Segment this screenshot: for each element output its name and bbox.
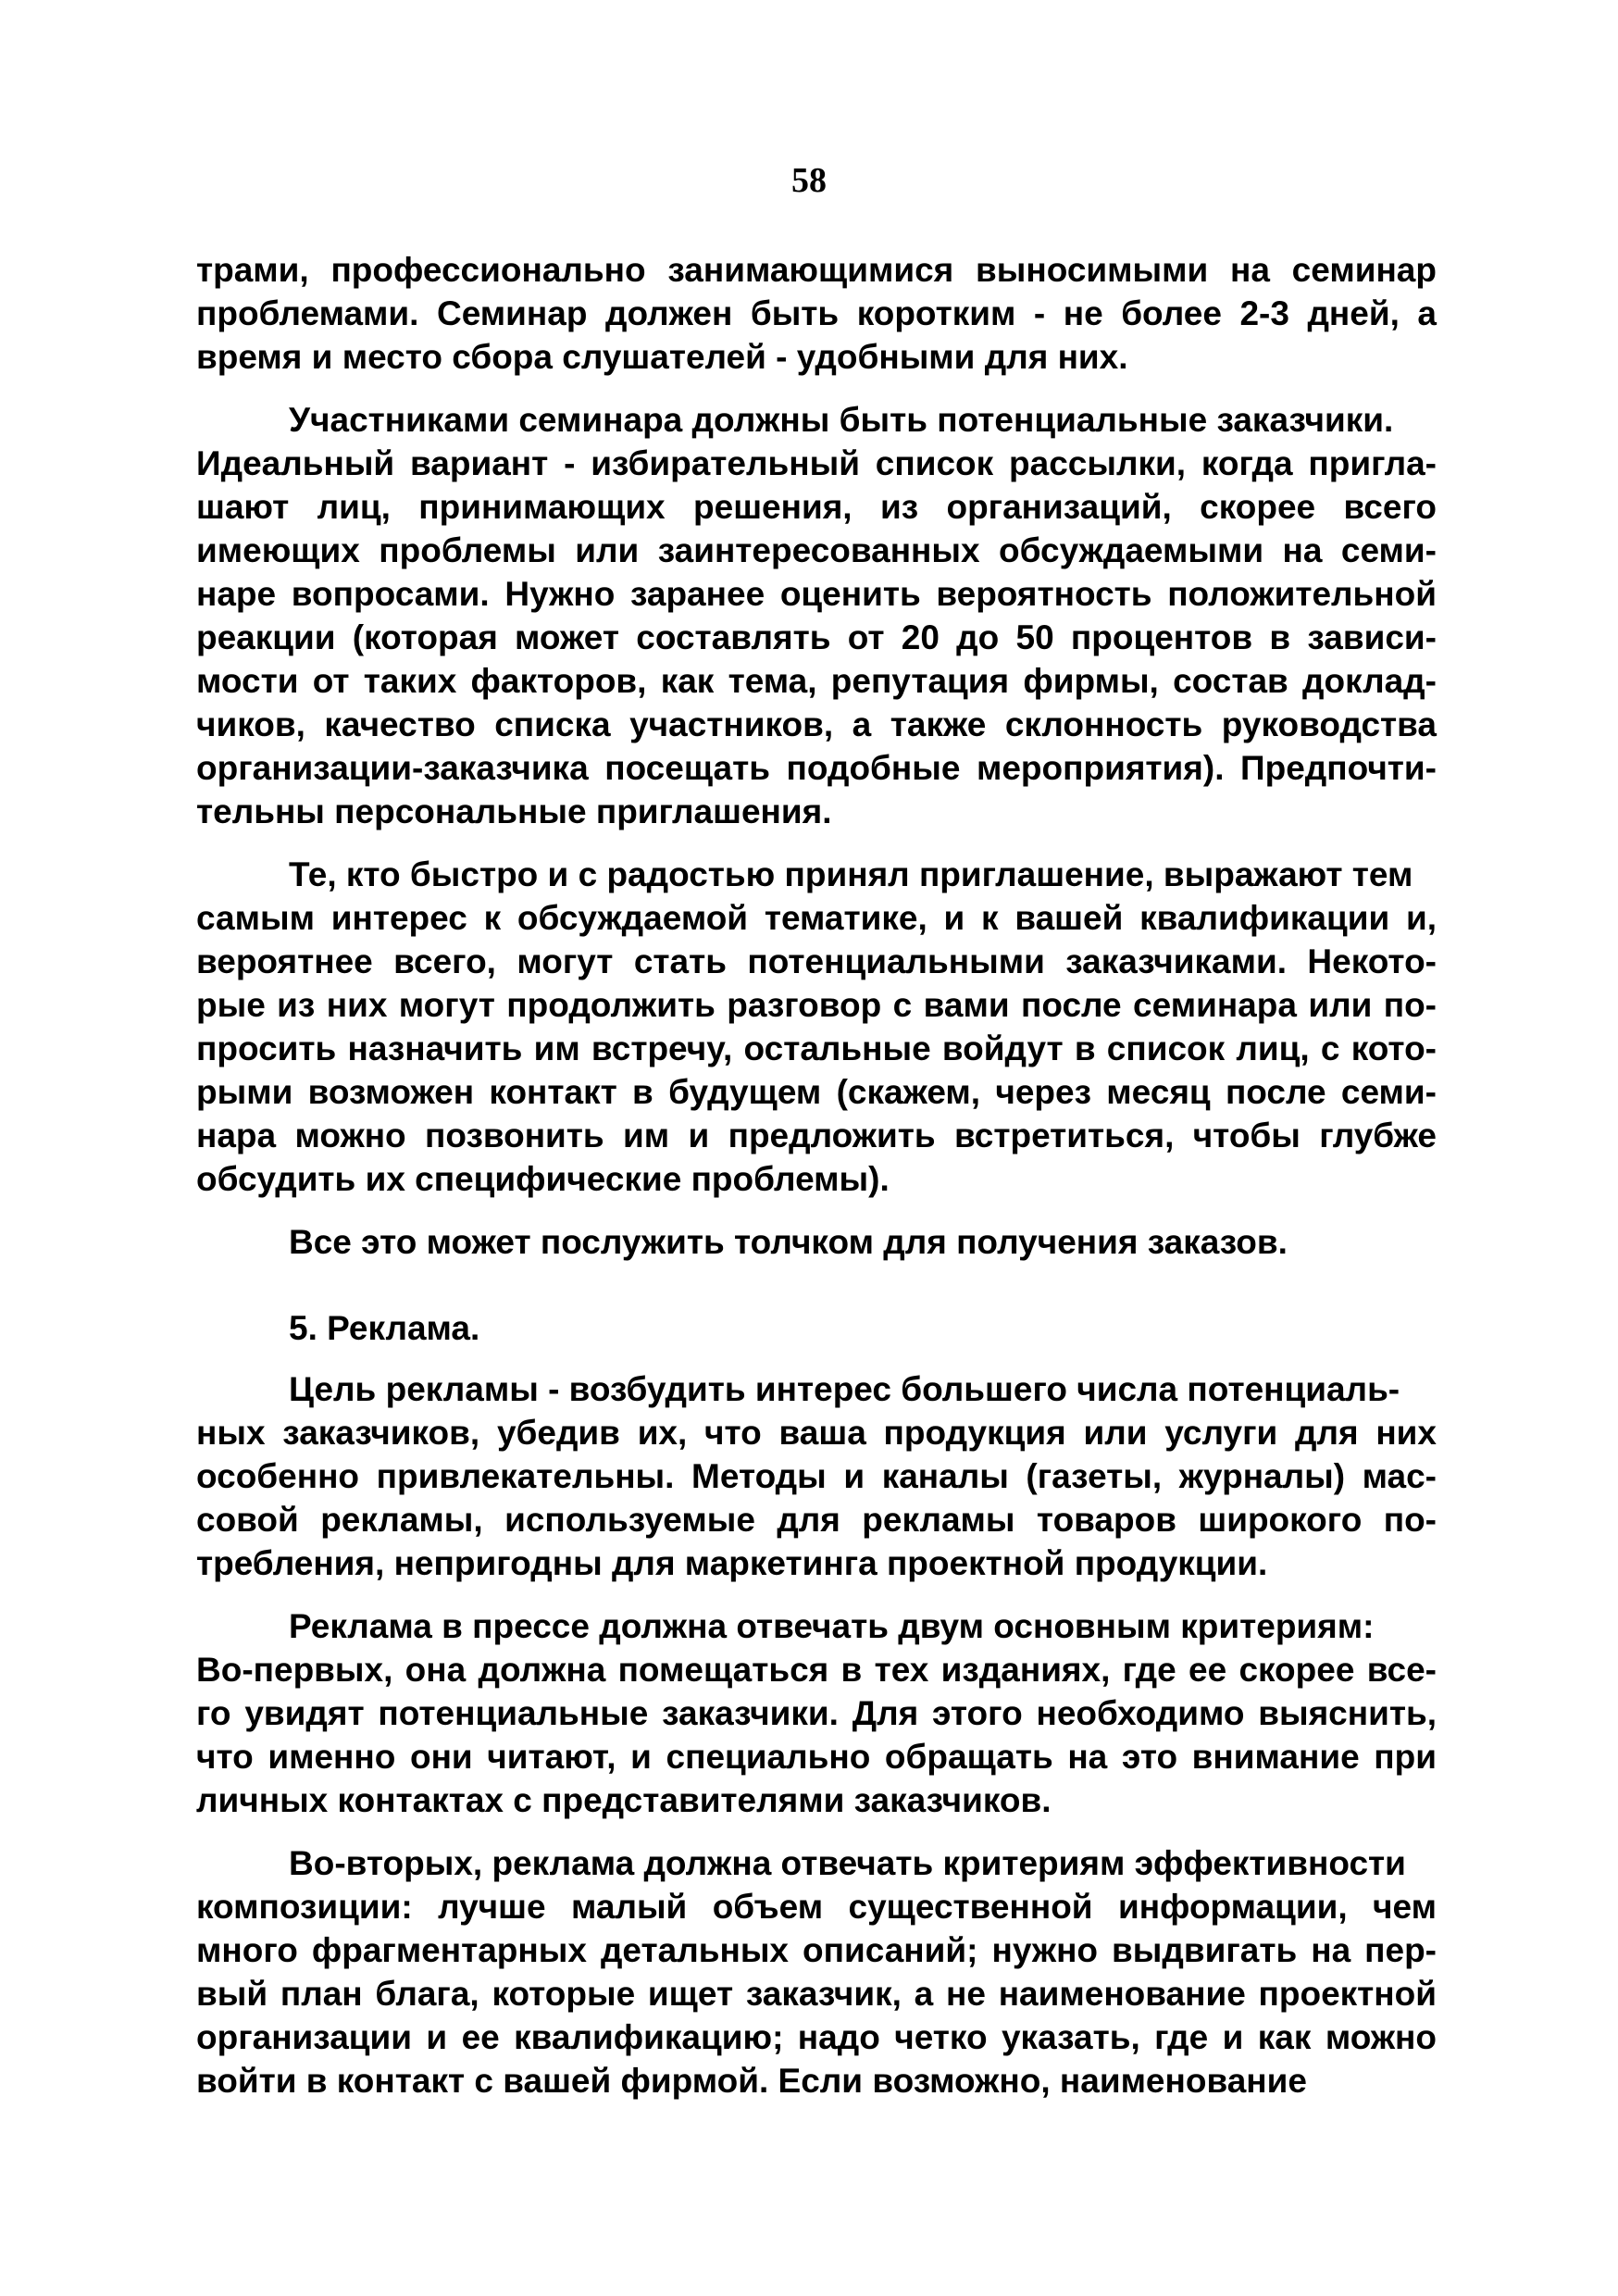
text-line: личных контактах с представителями заказчиков.	[196, 1781, 1052, 1819]
text-line: рые из них могут продолжить разговор с вами после семинара или по-	[196, 986, 1437, 1024]
text-line: организации-заказчика посещать подобные мероприятия). Предпочти-	[196, 749, 1437, 787]
text-line: много фрагментарных детальных описаний; нужно выдвигать на пер-	[196, 1931, 1437, 1969]
text-line: рыми возможен контакт в будущем (скажем, через месяц после семи-	[196, 1073, 1437, 1111]
text-line: проблемами. Семинар должен быть коротким - не более 2-3 дней, а	[196, 294, 1437, 332]
paragraph	[196, 398, 1437, 833]
text-line: чиков, качество списка участников, а также склонность руководства	[196, 705, 1437, 743]
text-line: обсудить их специфические проблемы).	[196, 1160, 890, 1198]
text-line: особенно привлекательны. Методы и каналы (газеты, журналы) мас-	[196, 1457, 1437, 1495]
text-line: Все это может послужить толчком для получения заказов.	[289, 1223, 1288, 1261]
paragraph	[196, 1220, 1437, 1264]
text-line: наре вопросами. Нужно заранее оценить вероятность положительной	[196, 575, 1437, 613]
section-heading: 5. Реклама.	[289, 1309, 480, 1347]
text-line: войти в контакт с вашей фирмой. Если возможно, наименование	[196, 2062, 1307, 2100]
text-line: организации и ее квалификацию; надо четко указать, где и как можно	[196, 2018, 1437, 2056]
text-line: вероятнее всего, могут стать потенциальными заказчиками. Некото-	[196, 942, 1437, 980]
text-line: Цель рекламы - возбудить интерес большего числа потенциаль-	[289, 1370, 1400, 1408]
text-line: Во-первых, она должна помещаться в тех изданиях, где ее скорее все-	[196, 1651, 1437, 1689]
text-line: мости от таких факторов, как тема, репутация фирмы, состав доклад-	[196, 662, 1437, 700]
text-line: Идеальный вариант - избирательный список рассылки, когда пригла-	[196, 444, 1437, 482]
text-line: вый план блага, которые ищет заказчик, а не наименование проектной	[196, 1975, 1437, 2013]
text-line: имеющих проблемы или заинтересованных обсуждаемыми на семи-	[196, 531, 1437, 569]
text-line: ных заказчиков, убедив их, что ваша продукция или услуги для них	[196, 1414, 1437, 1452]
text-line: шают лиц, принимающих решения, из организаций, скорее всего	[196, 488, 1437, 526]
text-line: Во-вторых, реклама должна отвечать критериям эффективности	[289, 1844, 1406, 1882]
text-line: го увидят потенциальные заказчики. Для этого необходимо выяснить,	[196, 1694, 1437, 1732]
text-line: требления, непригодны для маркетинга проектной продукции.	[196, 1544, 1268, 1582]
paragraph	[196, 853, 1437, 1201]
text-line: совой рекламы, используемые для рекламы товаров широкого по-	[196, 1501, 1437, 1539]
text-line: композиции: лучше малый объем существенной информации, чем	[196, 1888, 1437, 1926]
text-line: просить назначить им встречу, остальные войдут в список лиц, с кото-	[196, 1029, 1437, 1067]
text-line: нара можно позвонить им и предложить встретиться, чтобы глубже	[196, 1117, 1437, 1154]
text-line: тельны персональные приглашения.	[196, 792, 832, 830]
paragraph	[196, 248, 1437, 379]
paragraph	[196, 1841, 1437, 2103]
paragraph	[196, 1367, 1437, 1585]
paragraph	[196, 1604, 1437, 1822]
text-line: самым интерес к обсуждаемой тематике, и к вашей квалификации и,	[196, 899, 1437, 937]
text-line: что именно они читают, и специально обращать на это внимание при	[196, 1738, 1437, 1776]
page-number: 58	[791, 161, 827, 200]
text-line: время и место сбора слушателей - удобными для них.	[196, 338, 1128, 376]
text-line: реакции (которая может составлять от 20 до 50 процентов в зависи-	[196, 618, 1437, 656]
text-line: Участниками семинара должны быть потенциальные заказчики.	[289, 401, 1394, 439]
text-line: Те, кто быстро и с радостью принял приглашение, выражают тем	[289, 855, 1413, 893]
text-line: трами, профессионально занимающимися выносимыми на семинар	[196, 251, 1437, 289]
page-body	[196, 248, 1437, 2122]
text-line: Реклама в прессе должна отвечать двум основным критериям:	[289, 1607, 1375, 1645]
